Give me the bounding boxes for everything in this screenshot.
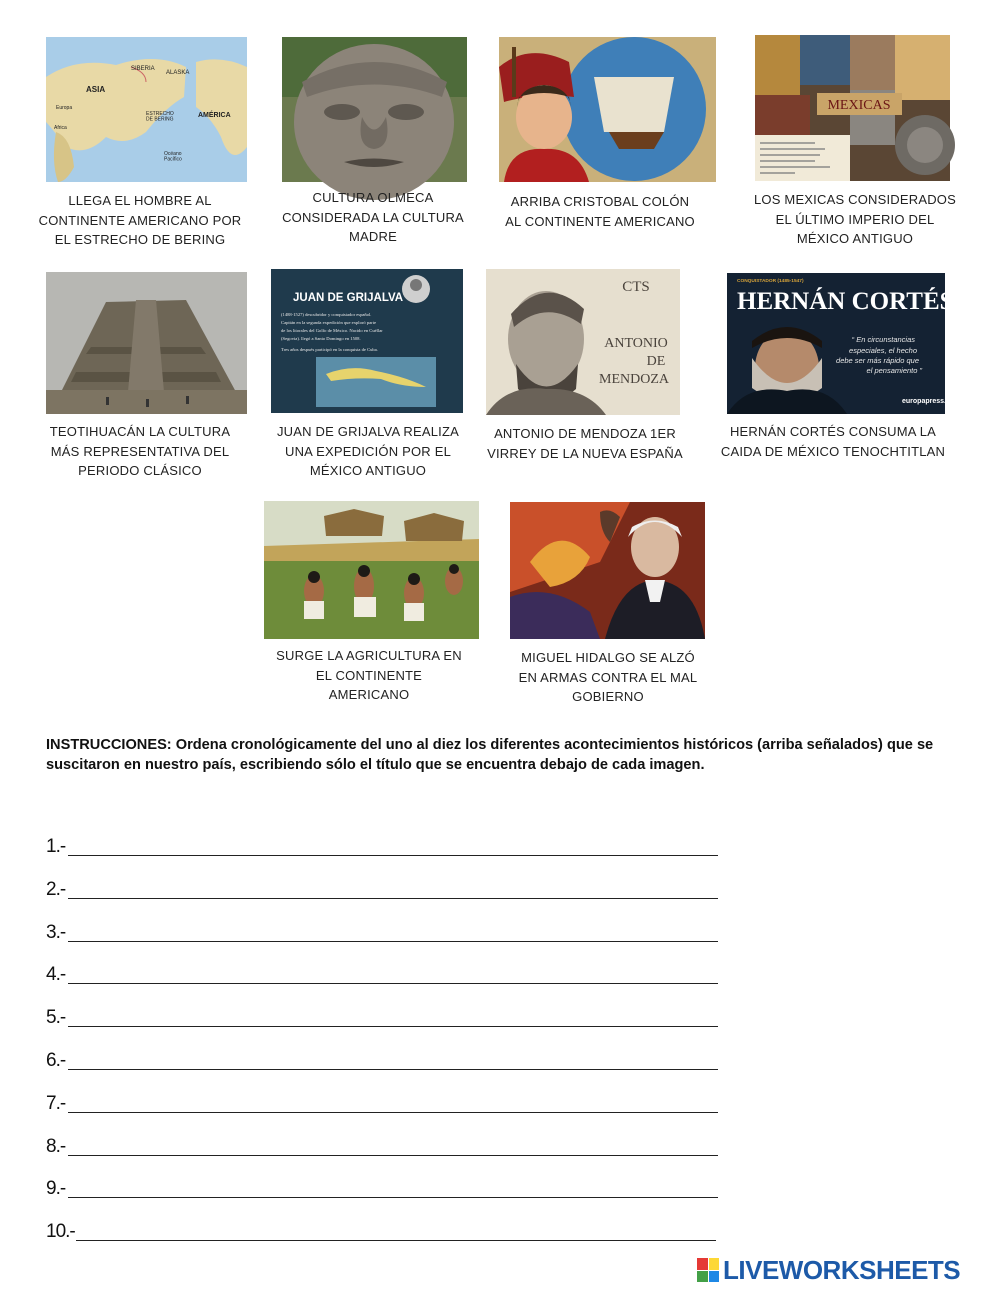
map-label-bering: ESTRECHO DE BERING: [146, 111, 174, 123]
map-label-europa: Europa: [56, 105, 73, 111]
grijalva-bullet-1: (1488-1527) descubridor y conquistador español.: [281, 312, 372, 317]
caption-grijalva: JUAN DE GRIJALVA REALIZA UNA EXPEDICIÓN POR EL MÉXICO ANTIGUO: [276, 424, 460, 478]
map-label-ocean: Océano Pacífico: [164, 151, 182, 163]
answer-label: 7.-: [46, 1093, 66, 1114]
mendoza-img-antonio: ANTONIO: [604, 336, 668, 351]
grijalva-bullet-2: Capitán en la segunda expedición que exploró parte: [281, 320, 377, 325]
answer-label: 5.-: [46, 1007, 66, 1028]
cortes-quote-3: debe ser más rápido que: [836, 356, 919, 365]
caption-cortes: HERNÁN CORTÉS CONSUMA LA CAIDA DE MÉXICO TENOCHTITLAN: [720, 424, 946, 459]
cortes-img-brand: europapress.es: [902, 398, 954, 405]
map-label-asia: ASIA: [86, 85, 106, 94]
answer-label: 4.-: [46, 964, 66, 985]
answer-input-9[interactable]: [68, 1175, 718, 1198]
hidalgo-image: [510, 502, 705, 639]
mendoza-img-de: DE: [646, 354, 666, 369]
colon-image: [499, 37, 716, 182]
instructions-text: INSTRUCCIONES: Ordena cronológicamente del uno al diez los diferentes acontecimientos históricos (arriba señalados) que se suscitaron en nuestro país, escribiendo sólo el título que se encuentra debajo de cada imagen.: [46, 737, 934, 773]
caption-olmeca: CULTURA OLMECA CONSIDERADA LA CULTURA MADRE: [282, 190, 464, 244]
answer-label: 9.-: [46, 1178, 66, 1199]
grijalva-bullet-5: Tres años después participó en la conquista de Cuba.: [281, 347, 378, 352]
answer-row-6: [46, 1044, 746, 1074]
logo-text: LIVEWORKSHEETS: [723, 1254, 961, 1285]
answer-label: 2.-: [46, 879, 66, 900]
caption-colon: ARRIBA CRISTOBAL COLÓN AL CONTINENTE AMERICANO: [505, 194, 695, 229]
mexicas-image-title: MEXICAS: [827, 98, 891, 113]
mendoza-image: [486, 269, 680, 415]
answer-label: 6.-: [46, 1050, 66, 1071]
answer-input-6[interactable]: [68, 1047, 718, 1070]
map-label-siberia: SIBERIA: [131, 66, 155, 72]
map-label-alaska: ALASKA: [166, 70, 190, 76]
cortes-image: [727, 273, 954, 414]
answer-input-3[interactable]: [68, 919, 718, 942]
caption-teotihuacan: TEOTIHUACÁN LA CULTURA MÁS REPRESENTATIVA DEL PERIODO CLÁSICO: [49, 424, 231, 478]
cortes-img-kicker: CONQUISTADOR (1485-1547): [737, 279, 804, 284]
mendoza-img-mendoza: MENDOZA: [599, 372, 669, 387]
answer-label: 8.-: [46, 1136, 66, 1157]
answer-row-10: [46, 1215, 746, 1245]
cortes-quote-4: el pensamiento ”: [866, 366, 922, 375]
answer-row-1: [46, 830, 746, 860]
answer-row-2: [46, 873, 746, 903]
liveworksheets-logo: [697, 1255, 960, 1285]
caption-agricultura: SURGE LA AGRICULTURA EN EL CONTINENTE AMERICANO: [276, 648, 462, 702]
answer-row-9: [46, 1172, 746, 1202]
teotihuacan-image: [46, 272, 247, 414]
grijalva-bullet-3: de los litorales del Golfo de México. Nacido en Cuéllar: [281, 328, 383, 333]
answer-label: 10.-: [46, 1221, 75, 1242]
olmeca-head-image: [282, 37, 467, 182]
answer-row-7: [46, 1087, 746, 1117]
map-label-africa: Africa: [54, 125, 67, 131]
grijalva-bullet-4: (Segovia). llegó a Santo Domingo en 1508.: [281, 336, 361, 341]
answer-input-1[interactable]: [68, 833, 718, 856]
grijalva-slide-image: [271, 269, 463, 413]
answer-input-2[interactable]: [68, 876, 718, 899]
cortes-img-title: HERNÁN CORTÉS: [737, 288, 954, 315]
answer-row-3: [46, 916, 746, 946]
caption-bering: LLEGA EL HOMBRE AL CONTINENTE AMERICANO POR EL ESTRECHO DE BERING: [38, 193, 242, 247]
caption-mexicas: LOS MEXICAS CONSIDERADOS EL ÚLTIMO IMPERIO DEL MÉXICO ANTIGUO: [753, 192, 956, 246]
answer-input-7[interactable]: [68, 1090, 718, 1113]
caption-hidalgo: MIGUEL HIDALGO SE ALZÓ EN ARMAS CONTRA EL MAL GOBIERNO: [518, 650, 698, 704]
logo-mark-icon: [697, 1258, 719, 1282]
cortes-quote-2: especiales, el hecho: [849, 346, 917, 355]
answer-label: 3.-: [46, 922, 66, 943]
grijalva-slide-title: JUAN DE GRIJALVA: [293, 292, 404, 304]
answer-row-5: [46, 1001, 746, 1031]
agricultura-image: [264, 501, 479, 639]
map-label-america: AMÉRICA: [198, 112, 231, 119]
mexicas-collage-image: [755, 35, 950, 181]
answer-input-8[interactable]: [68, 1133, 718, 1156]
answer-row-8: [46, 1130, 746, 1160]
answer-input-4[interactable]: [68, 961, 718, 984]
answer-label: 1.-: [46, 836, 66, 857]
caption-mendoza: ANTONIO DE MENDOZA 1ER VIRREY DE LA NUEVA ESPAÑA: [487, 426, 683, 461]
answer-row-4: [46, 958, 746, 988]
answer-input-5[interactable]: [68, 1004, 718, 1027]
cortes-quote-1: “ En circunstancias: [851, 335, 915, 344]
answer-input-10[interactable]: [76, 1218, 716, 1241]
mendoza-img-cts: CTS: [622, 279, 650, 295]
bering-map-image: [46, 37, 247, 182]
